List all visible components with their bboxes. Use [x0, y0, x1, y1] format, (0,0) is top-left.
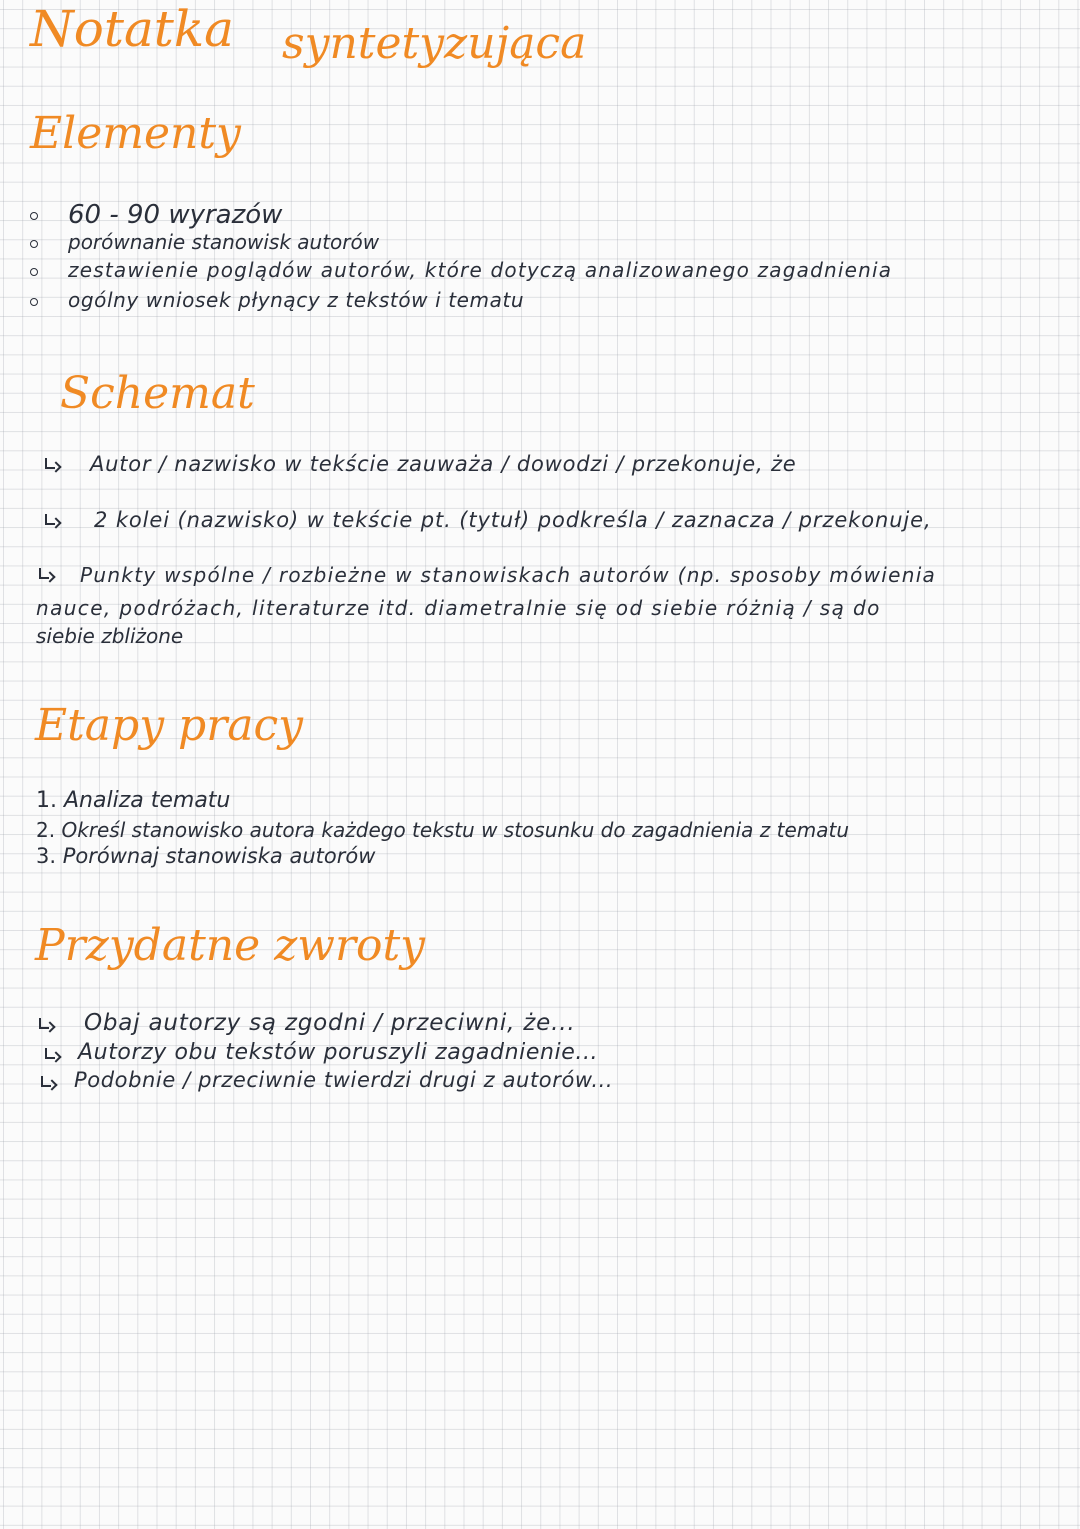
- list-item: Punkty wspólne / rozbieżne w stanowiskach autorów (np. sposoby mówienia: [80, 563, 937, 587]
- arrow-icon: [44, 458, 57, 469]
- step-number: 2.: [36, 818, 56, 842]
- step-text: Porównaj stanowiska autorów: [62, 844, 376, 868]
- list-item: [36, 820, 849, 840]
- list-item: Podobnie / przeciwnie twierdzi drugi z autorów...: [74, 1068, 614, 1092]
- heading-schemat: Schemat: [60, 368, 255, 419]
- heading-elementy: Elementy: [30, 108, 241, 159]
- arrow-icon: [38, 568, 51, 579]
- list-item: Autorzy obu tekstów poruszyli zagadnienie...: [78, 1040, 599, 1065]
- title-word-syntetyzujaca: syntetyzująca: [282, 18, 587, 69]
- heading-przydatne-zwroty: Przydatne zwroty: [35, 920, 426, 971]
- list-item: ogólny wniosek płynący z tekstów i tematu: [68, 288, 525, 312]
- bullet-dot: [30, 240, 38, 248]
- arrow-icon: [38, 1018, 51, 1029]
- list-item: porównanie stanowisk autorów: [68, 230, 380, 254]
- list-item: zestawienie poglądów autorów, które dotyczą analizowanego zagadnienia: [68, 258, 893, 282]
- arrow-icon: [44, 514, 57, 525]
- list-item: [36, 846, 375, 867]
- bullet-dot: [30, 268, 38, 276]
- arrow-icon: [40, 1076, 53, 1087]
- list-item: Obaj autorzy są zgodni / przeciwni, że...: [84, 1010, 576, 1036]
- heading-etapy-pracy: Etapy pracy: [35, 700, 303, 751]
- list-item: 60 - 90 wyrazów: [68, 200, 283, 230]
- step-text: Analiza tematu: [64, 788, 231, 813]
- title-word-notatka: Notatka: [30, 0, 234, 58]
- step-number: 3.: [36, 844, 57, 868]
- list-item-continuation: siebie zbliżone: [36, 624, 184, 648]
- list-item: Autor / nazwisko w tekście zauważa / dowodzi / przekonuje, że: [90, 452, 797, 476]
- list-item: [36, 790, 230, 812]
- list-item: 2 kolei (nazwisko) w tekście pt. (tytuł) podkreśla / zaznacza / przekonuje,: [94, 508, 932, 532]
- step-text: Określ stanowisko autora każdego tekstu w stosunku do zagadnienia z tematu: [61, 818, 850, 842]
- list-item-continuation: nauce, podróżach, literaturze itd. diametralnie się od siebie różnią / są do: [36, 596, 881, 620]
- step-number: 1.: [36, 788, 57, 813]
- arrow-icon: [44, 1048, 57, 1059]
- bullet-dot: [30, 298, 38, 306]
- bullet-dot: [30, 212, 38, 220]
